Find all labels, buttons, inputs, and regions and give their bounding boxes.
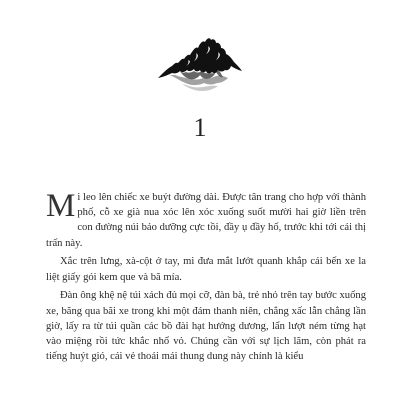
paragraph-2: Xắc trên lưng, xà-cột ở tay, mi đưa mắt lướt quanh khắp cái bến xe la liệt giấy gói kem que và bã mía. [46,256,366,283]
paragraph-3: Đàn ông khệ nệ túi xách đủ mọi cỡ, đàn bà, trẻ nhỏ trên tay bước xuống xe, băng qua bãi xe trong khi một đám thanh niên, chẳng xấc lẫn chẳng lần giờ, lấy ra từ túi quần các bồ đài hạt hướng dương, lẩn lượt ném từng hạt vào miệng rồi tức khắc nhổ vỏ. Chúng cần với sự lịch lãm, còn phát ra tiếng huýt gió, cái vẻ thoải mái thung dung này chính là kiểu [46,290,366,363]
paragraph-1-text: i leo lên chiếc xe buýt đường dài. Được tân trang cho hợp với thành phố, cỗ xe già nua xóc lên xóc xuống suốt mười hai giờ liền trên con đường núi bảo dưỡng cực tồi, đầy ụ đầy hố, trước khi tới cái thị trấn này. [46,192,366,249]
chapter-number: 1 [193,113,207,142]
mountain-ink-illustration-icon [150,28,250,100]
paragraph-1 [46,190,366,251]
drop-cap: M [46,188,76,224]
chapter-body [46,190,366,364]
